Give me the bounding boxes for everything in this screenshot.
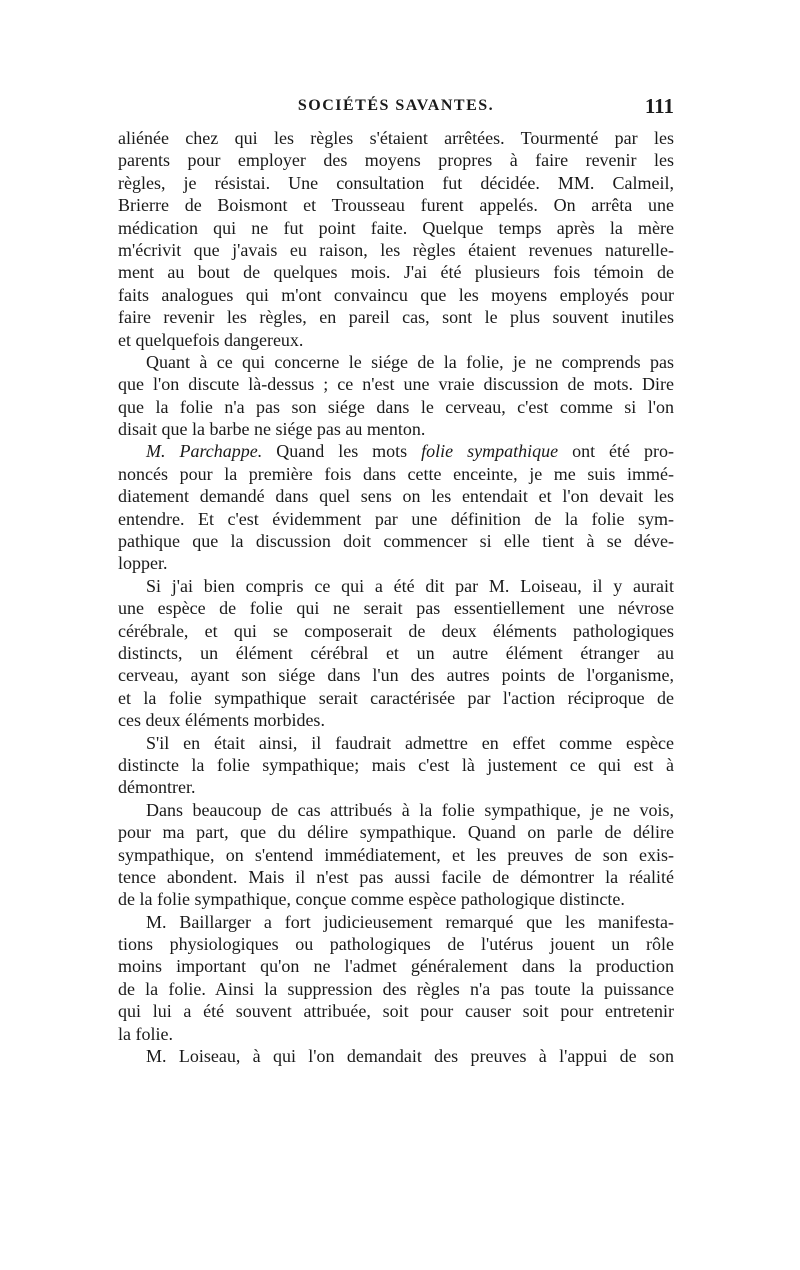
text-line: que l'on discute là-dessus ; ce n'est une vraie discussion de mots. Dire <box>118 374 674 395</box>
text-line: faire revenir les règles, en pareil cas, sont le plus souvent inutiles <box>118 307 674 328</box>
text-line: sympathique, on s'entend immédiatement, et les preuves de son exis- <box>118 844 674 865</box>
text-line: parents pour employer des moyens propres à faire revenir les <box>118 150 674 171</box>
body-text <box>118 127 674 1067</box>
text-line: la folie. <box>118 1023 173 1044</box>
text-line: Quant à ce qui concerne le siége de la folie, je ne comprends pas <box>146 351 674 372</box>
text-line: médication qui ne fut point faite. Quelque temps après la mère <box>118 217 674 238</box>
text-line: S'il en était ainsi, il faudrait admettre en effet comme espèce <box>146 732 674 753</box>
text-line: cérébrale, et qui se composerait de deux éléments pathologiques <box>118 620 674 641</box>
text-line: pour ma part, que du délire sympathique. Quand on parle de délire <box>118 822 674 843</box>
text-line: M. Baillarger a fort judicieusement remarqué que les manifesta- <box>146 911 674 932</box>
text-line: disait que la barbe ne siége pas au menton. <box>118 419 426 440</box>
text-line: une espèce de folie qui ne serait pas essentiellement une névrose <box>118 598 674 619</box>
line-fragment: ont été pro- <box>558 441 674 462</box>
text-line: de la folie. Ainsi la suppression des règles n'a pas toute la puissance <box>118 978 674 999</box>
line-fragment: Quand les mots <box>262 441 422 462</box>
text-line: moins important qu'on ne l'admet généralement dans la production <box>118 956 674 977</box>
text-line: que la folie n'a pas son siége dans le cerveau, c'est comme si l'on <box>118 396 674 417</box>
italic-term: folie sympathique <box>421 441 559 462</box>
text-line: Dans beaucoup de cas attribués à la folie sympathique, je ne vois, <box>146 799 674 820</box>
text-line: diatement demandé dans quel sens on les entendait et l'on devait les <box>118 486 674 507</box>
text-line: qui lui a été souvent attribuée, soit pour causer soit pour entretenir <box>118 1001 674 1022</box>
text-line: aliénée chez qui les règles s'étaient arrêtées. Tourmenté par les <box>118 128 674 148</box>
text-line: démontrer. <box>118 777 196 798</box>
text-line: distincte la folie sympathique; mais c'est là justement ce qui est à <box>118 754 674 775</box>
text-line: et la folie sympathique serait caractérisée par l'action réciproque de <box>118 687 674 708</box>
text-line: ment au bout de quelques mois. J'ai été plusieurs fois témoin de <box>118 262 674 283</box>
text-line: règles, je résistai. Une consultation fut décidée. MM. Calmeil, <box>118 172 674 193</box>
text-line: faits analogues qui m'ont convaincu que les moyens employés pour <box>118 284 674 305</box>
text-line: ces deux éléments morbides. <box>118 710 325 731</box>
text-line: tence abondent. Mais il n'est pas aussi facile de démontrer la réalité <box>118 866 674 887</box>
text-line: entendre. Et c'est évidemment par une définition de la folie sym- <box>118 508 674 529</box>
text-line: Brierre de Boismont et Trousseau furent appelés. On arrêta une <box>118 195 674 216</box>
text-line: pathique que la discussion doit commencer si elle tient à se déve- <box>118 531 674 552</box>
speaker-name: M. Parchappe. <box>146 441 263 462</box>
text-line: Si j'ai bien compris ce qui a été dit par M. Loiseau, il y aurait <box>146 575 674 596</box>
page-number: 111 <box>644 94 674 118</box>
text-line: noncés pour la première fois dans cette enceinte, je me suis immé- <box>118 463 674 484</box>
text-line: distincts, un élément cérébral et un autre élément étranger au <box>118 642 674 663</box>
text-line: m'écrivit que j'avais eu raison, les règles étaient revenues naturelle- <box>118 239 674 260</box>
text-line: de la folie sympathique, conçue comme espèce pathologique distincte. <box>118 889 625 910</box>
running-head <box>118 94 674 118</box>
text-line: et quelquefois dangereux. <box>118 329 304 350</box>
text-line: lopper. <box>118 553 168 574</box>
text-line: tions physiologiques ou pathologiques de l'utérus jouent un rôle <box>118 934 674 955</box>
text-line: cerveau, ayant son siége dans l'un des autres points de l'organisme, <box>118 665 674 686</box>
text-line: M. Loiseau, à qui l'on demandait des preuves à l'appui de son <box>146 1046 674 1067</box>
text-line <box>118 440 674 462</box>
running-title: SOCIÉTÉS SAVANTES. <box>297 97 495 114</box>
